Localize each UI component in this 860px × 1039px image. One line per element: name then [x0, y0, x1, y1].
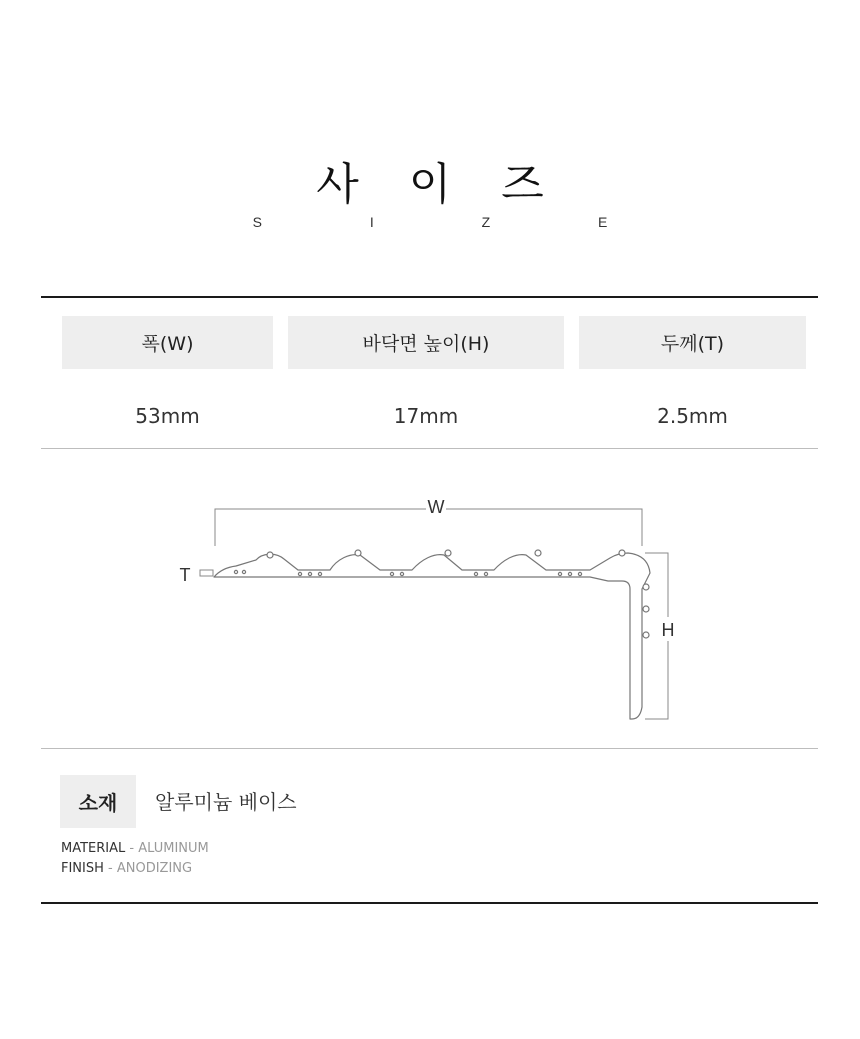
material-label: 소재: [60, 775, 136, 828]
header-floor-height: 바닥면 높이(H): [288, 316, 564, 369]
size-title: 사 이 즈: [316, 159, 562, 210]
material-key: MATERIAL: [61, 841, 126, 856]
finish-key: FINISH: [61, 861, 104, 876]
finish-spec-line: [61, 861, 192, 877]
thickness-label: T: [179, 565, 191, 585]
footer-rule: [41, 902, 818, 904]
header-width: 폭(W): [62, 316, 273, 369]
height-label: H: [661, 620, 675, 640]
value-thickness: 2.5mm: [657, 404, 728, 428]
value-width: 53mm: [135, 404, 200, 428]
diagram-bottom-rule: [41, 748, 818, 749]
width-label: W: [427, 497, 445, 517]
profile-diagram: [0, 449, 860, 749]
material-value: 알루미늄 베이스: [155, 790, 297, 814]
size-subtitle: S I Z E: [252, 214, 660, 230]
material-spec-line: [61, 841, 209, 857]
finish-key-value: - ANODIZING: [103, 861, 193, 876]
header-thickness: 두께(T): [579, 316, 806, 369]
aluminum-profile-shape: [214, 550, 650, 719]
table-top-rule: [41, 296, 818, 298]
material-key-value: - ALUMINUM: [125, 841, 209, 856]
value-floor-height: 17mm: [393, 404, 459, 428]
thickness-dimension: [200, 570, 213, 576]
